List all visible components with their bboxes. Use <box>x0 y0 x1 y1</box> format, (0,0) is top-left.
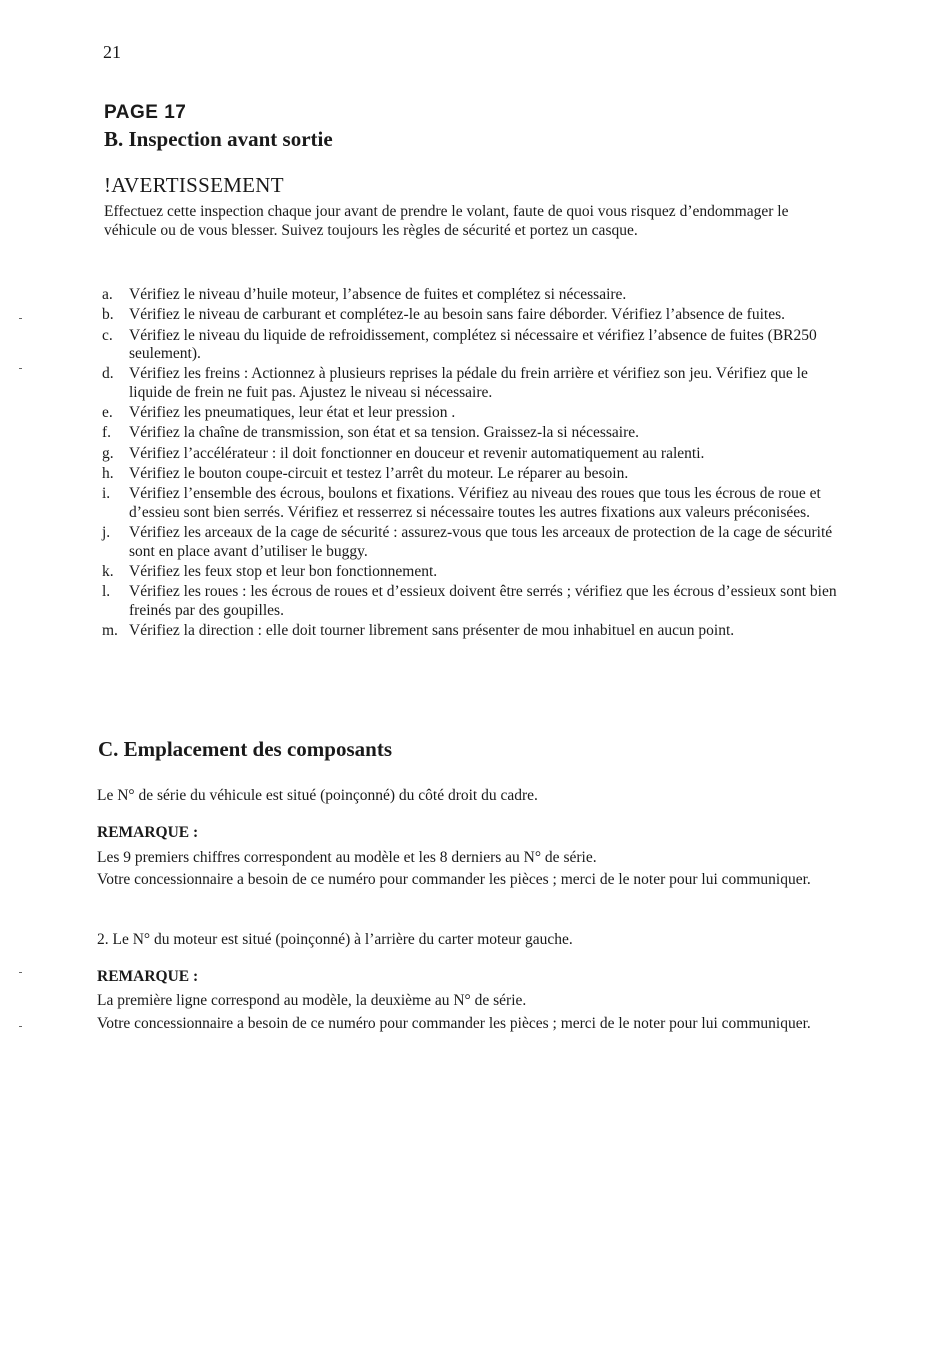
warning-title: !AVERTISSEMENT <box>104 173 284 197</box>
warning-text: Effectuez cette inspection chaque jour avant de prendre le volant, faute de quoi vous risquez d’endommager le véhicule ou de vous blesser. Suivez toujours les règles de sécurité et portez un casque. <box>104 203 789 239</box>
checklist-marker: c. <box>102 326 113 344</box>
checklist-item <box>102 286 850 305</box>
scan-mark <box>19 318 22 319</box>
checklist-text: Vérifiez le niveau d’huile moteur, l’absence de fuites et complétez si nécessaire. <box>129 286 627 303</box>
checklist-item <box>102 485 850 522</box>
checklist-marker: m. <box>102 622 118 640</box>
page-label: PAGE 17 <box>104 102 187 123</box>
checklist-item <box>102 306 850 325</box>
scan-mark <box>19 972 22 973</box>
checklist-text: Vérifiez les roues : les écrous de roues et d’essieux doivent être serrés ; vérifiez que les écrous d’essieux sont bien freinés par des goupilles. <box>129 583 837 619</box>
checklist-text: Vérifiez la direction : elle doit tourner librement sans présenter de mou inhabituel en aucun point. <box>129 622 735 640</box>
remark-title: REMARQUE : <box>97 968 199 985</box>
checklist-text: Vérifiez les arceaux de la cage de sécurité : assurez-vous que tous les arceaux de protection de la cage de sécurité sont en place avant d’utiliser le buggy. <box>129 524 833 560</box>
checklist-marker: e. <box>102 404 113 422</box>
checklist-item <box>102 524 850 561</box>
checklist-item <box>102 327 850 364</box>
checklist-text: Vérifiez les freins : Actionnez à plusieurs reprises la pédale du frein arrière et vérifiez son jeu. Vérifiez que le liquide de frein ne fuit pas. Ajustez le niveau si nécessaire. <box>129 365 808 401</box>
checklist-marker: i. <box>102 485 111 503</box>
checklist-marker: l. <box>102 583 111 601</box>
checklist-marker: b. <box>102 306 114 324</box>
page-number: 21 <box>103 42 121 62</box>
checklist-item <box>102 563 850 582</box>
checklist-marker: h. <box>102 465 114 483</box>
checklist-text: Vérifiez le bouton coupe-circuit et testez l’arrêt du moteur. Le réparer au besoin. <box>129 465 629 483</box>
checklist-item <box>102 365 850 402</box>
checklist-text: Vérifiez les pneumatiques, leur état et leur pression . <box>129 404 456 422</box>
checklist-marker: d. <box>102 365 114 383</box>
remark-text: La première ligne correspond au modèle, la deuxième au N° de série. <box>97 992 527 1009</box>
checklist-marker: g. <box>102 444 114 462</box>
checklist-text: Vérifiez l’accélérateur : il doit fonctionner en douceur et revenir automatiquement au ralenti. <box>129 444 705 462</box>
checklist-text: Vérifiez l’ensemble des écrous, boulons et fixations. Vérifiez au niveau des roues que tous les écrous de roue et d’essieu sont bien serrés. Vérifiez et resserrez si nécessaire toutes les autres fixations aux valeurs préconisées. <box>129 485 821 521</box>
inspection-checklist <box>102 286 850 642</box>
checklist-marker: k. <box>102 562 114 580</box>
checklist-marker: f. <box>102 424 112 442</box>
remark-text: Votre concessionnaire a besoin de ce numéro pour commander les pièces ; merci de le noter pour lui communiquer. <box>97 871 811 888</box>
checklist-marker: a. <box>102 286 113 303</box>
checklist-item <box>102 424 850 443</box>
checklist-item <box>102 583 850 620</box>
checklist-item <box>102 622 850 641</box>
engine-location-text: 2. Le N° du moteur est situé (poinçonné) à l’arrière du carter moteur gauche. <box>97 931 573 948</box>
scan-mark <box>19 1026 22 1027</box>
checklist-marker: j. <box>102 524 111 542</box>
checklist-item <box>102 445 850 464</box>
scan-mark <box>19 368 22 369</box>
checklist-item <box>102 404 850 423</box>
checklist-item <box>102 465 850 484</box>
checklist-text: Vérifiez les feux stop et leur bon fonctionnement. <box>129 562 438 580</box>
serial-location-text: Le N° de série du véhicule est situé (poinçonné) du côté droit du cadre. <box>97 787 538 804</box>
section-b-title: B. Inspection avant sortie <box>104 127 333 151</box>
remark-title: REMARQUE : <box>97 824 199 841</box>
remark-text: Votre concessionnaire a besoin de ce numéro pour commander les pièces ; merci de le noter pour lui communiquer. <box>97 1015 811 1032</box>
remark-text: Les 9 premiers chiffres correspondent au modèle et les 8 derniers au N° de série. <box>97 849 597 866</box>
section-c-title: C. Emplacement des composants <box>98 737 392 761</box>
checklist-text: Vérifiez le niveau de carburant et complétez-le au besoin sans faire déborder. Vérifiez l’absence de fuites. <box>129 306 785 324</box>
checklist-text: Vérifiez le niveau du liquide de refroidissement, complétez si nécessaire et vérifiez l’absence de fuites (BR250 seulement). <box>129 326 817 363</box>
checklist-text: Vérifiez la chaîne de transmission, son état et sa tension. Graissez-la si nécessaire. <box>129 424 640 442</box>
